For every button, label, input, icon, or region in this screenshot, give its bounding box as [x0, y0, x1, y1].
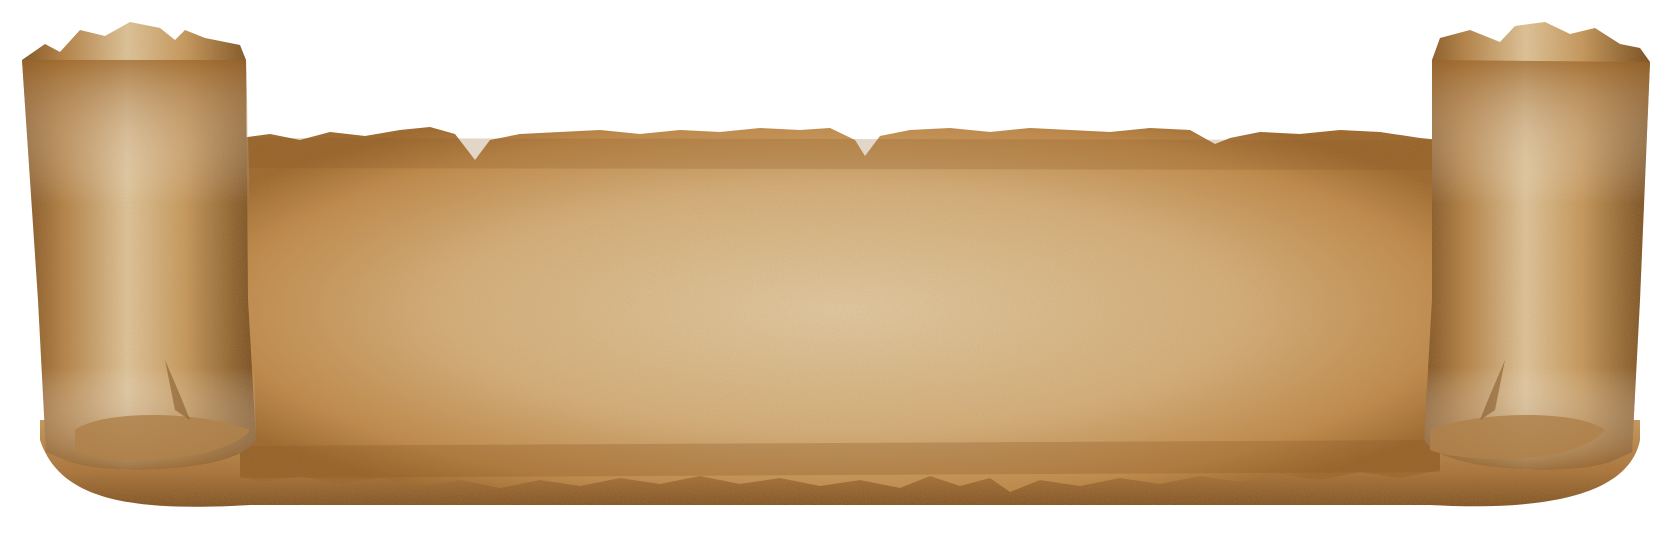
parchment-band	[240, 127, 1440, 492]
right-scroll-roll	[1424, 22, 1650, 470]
left-scroll-roll	[22, 22, 256, 470]
